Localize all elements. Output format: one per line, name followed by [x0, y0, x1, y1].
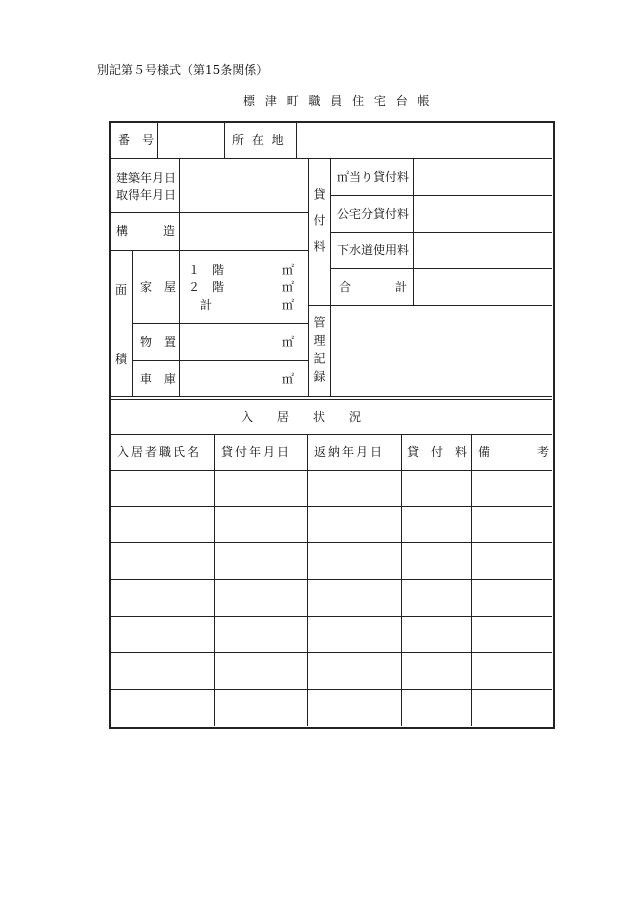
- hline: [132, 360, 308, 361]
- col-remarks-b: 考: [537, 445, 550, 459]
- hline: [330, 232, 552, 233]
- col-resident-name: 入居者職氏名: [117, 445, 202, 459]
- hline: [110, 434, 552, 435]
- label-total-a: 合: [339, 280, 352, 294]
- col-return-date: 返納年月日: [314, 445, 385, 459]
- vline: [157, 122, 158, 158]
- label-rental-fee-vertical: 貸付料: [312, 188, 326, 266]
- unit-m2: ㎡: [282, 263, 295, 277]
- hline: [110, 250, 308, 251]
- form-reference: 別記第５号様式（第15条関係）: [97, 63, 269, 77]
- label-structure-b: 造: [163, 224, 176, 238]
- label-area-b: 積: [115, 352, 128, 366]
- label-total-b: 計: [395, 280, 408, 294]
- vline: [413, 158, 414, 305]
- residency-section-title: 入 居 状 況: [241, 410, 362, 424]
- page-title: 標 津 町 職 員 住 宅 台 帳: [243, 94, 433, 108]
- hline: [330, 195, 552, 196]
- col-remarks-a: 備: [478, 445, 491, 459]
- label-sewer-fee: 下水道使用料: [337, 243, 410, 257]
- vline: [307, 434, 308, 726]
- vline: [308, 158, 309, 396]
- section-divider: [110, 396, 552, 397]
- hline: [330, 268, 552, 269]
- vline: [401, 434, 402, 726]
- label-location: 所 在 地: [232, 133, 286, 147]
- vline: [224, 122, 225, 158]
- label-floor-2: ２ 階: [188, 280, 225, 294]
- unit-m2: ㎡: [282, 335, 295, 349]
- label-management-record-vertical: 管理記録: [312, 316, 326, 388]
- hline: [308, 305, 552, 306]
- hline: [110, 158, 552, 159]
- label-acquired-date: 取得年月日: [116, 188, 177, 202]
- vline: [330, 158, 331, 396]
- label-number: 番 号: [118, 133, 155, 147]
- vline: [471, 434, 472, 726]
- label-structure-a: 構: [116, 224, 129, 238]
- label-house: 家 屋: [140, 280, 177, 294]
- label-rate-per-m2: ㎡当り貸付料: [337, 170, 410, 184]
- col-rental-fee: 貸 付 料: [407, 445, 468, 459]
- unit-m2: ㎡: [282, 372, 295, 386]
- vline: [179, 158, 180, 396]
- hline: [110, 542, 552, 543]
- hline: [110, 470, 552, 471]
- vline: [132, 250, 133, 396]
- label-floor-1: １ 階: [188, 263, 225, 277]
- hline: [132, 323, 308, 324]
- label-housing-fee: 公宅分貸付料: [337, 207, 410, 221]
- hline: [110, 579, 552, 580]
- label-built-date: 建築年月日: [116, 171, 177, 185]
- label-area-a: 面: [115, 283, 128, 297]
- label-house-total: 計: [200, 298, 213, 312]
- hline: [110, 212, 308, 213]
- label-garage: 車 庫: [140, 372, 177, 386]
- label-storage: 物 置: [140, 335, 177, 349]
- unit-m2: ㎡: [282, 280, 295, 294]
- section-divider: [110, 399, 552, 400]
- unit-m2: ㎡: [282, 298, 295, 312]
- vline: [214, 434, 215, 726]
- hline: [110, 652, 552, 653]
- hline: [110, 506, 552, 507]
- hline: [110, 616, 552, 617]
- vline: [296, 122, 297, 158]
- col-lease-date: 貸付年月日: [221, 445, 292, 459]
- hline: [110, 689, 552, 690]
